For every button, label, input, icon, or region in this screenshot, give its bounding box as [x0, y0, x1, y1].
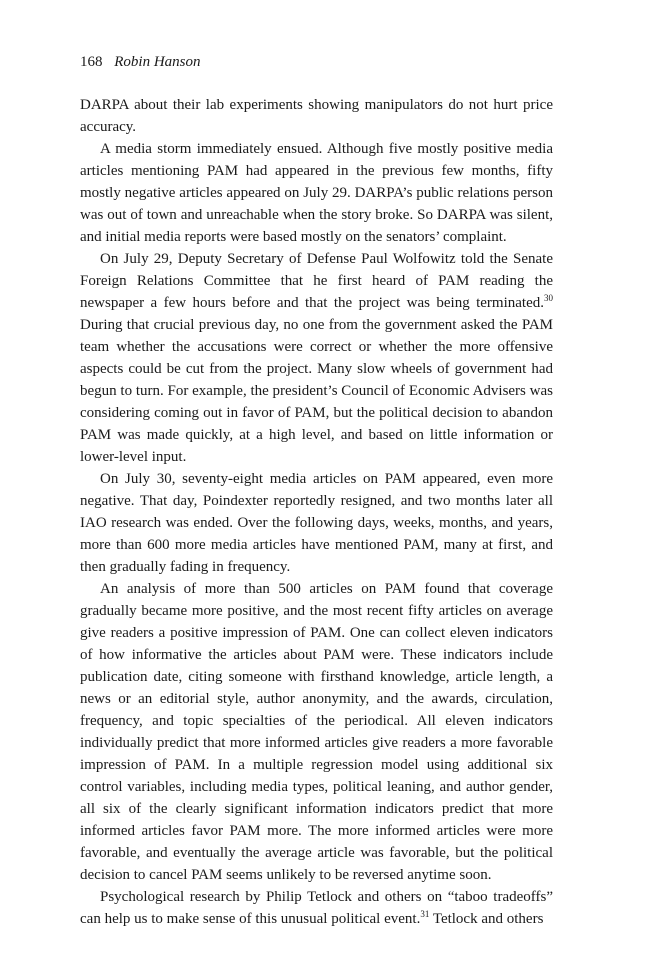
- footnote-marker: 31: [420, 909, 430, 919]
- book-page: [80, 52, 553, 930]
- footnote-marker: 30: [544, 293, 553, 303]
- paragraph: A media storm immediately ensued. Although five mostly positive media articles mentioning PAM had appeared in the previous few months, fifty mostly negative articles appeared on July 29. DARPA’s public relations person was out of town and unreachable when the story broke. So DARPA was silent, and initial media reports were based mostly on the senators’ complaint.: [80, 141, 553, 245]
- page-number: 168: [80, 54, 103, 70]
- paragraph-text: Psychological research by Philip Tetlock and others on “taboo tradeoffs” can help us to make sense of this unusual political event.: [80, 889, 553, 927]
- paragraph-text: Tetlock and others: [429, 911, 544, 927]
- paragraph-text: On July 29, Deputy Secretary of Defense Paul Wolfowitz told the Senate Foreign Relations Committee that he first heard of PAM reading the newspaper a few hours before and that the project was being terminated.: [80, 251, 553, 311]
- paragraph: On July 30, seventy-eight media articles on PAM appeared, even more negative. That day, Poindexter reportedly resigned, and two months later all IAO research was ended. Over the following days, weeks, months, and years, more than 600 more media articles have mentioned PAM, many at first, and then gradually fading in frequency.: [80, 471, 553, 575]
- running-head: [80, 52, 553, 72]
- body-text: [80, 94, 553, 930]
- paragraph: DARPA about their lab experiments showing manipulators do not hurt price accuracy.: [80, 97, 553, 135]
- paragraph: An analysis of more than 500 articles on PAM found that coverage gradually became more positive, and the most recent fifty articles on average give readers a positive impression of PAM. One can collect eleven indicators of how informative the articles about PAM were. These indicators include publication date, citing someone with firsthand knowledge, article length, a news or an editorial style, author anonymity, and the awards, circulation, frequency, and topic specialties of the periodical. All eleven indicators individually predict that more informed articles give readers a more favorable impression of PAM. In a multiple regression model using additional six control variables, including media types, political leaning, and author gender, all six of the clearly significant information indicators predict that more informed articles favor PAM more. The more informed articles were more favorable, and eventually the average article was favorable, but the political decision to cancel PAM seems unlikely to be reversed anytime soon.: [80, 581, 553, 883]
- running-head-author: Robin Hanson: [114, 54, 201, 70]
- paragraph-text: During that crucial previous day, no one from the government asked the PAM team whether the accusations were correct or whether the more offensive aspects could be cut from the project. Many slow wheels of government had begun to turn. For example, the president’s Council of Economic Advisers was considering coming out in favor of PAM, but the political decision to abandon PAM was made quickly, at a high level, and based on little information or lower-level input.: [80, 317, 553, 465]
- paragraph: [80, 248, 553, 468]
- paragraph: [80, 886, 553, 930]
